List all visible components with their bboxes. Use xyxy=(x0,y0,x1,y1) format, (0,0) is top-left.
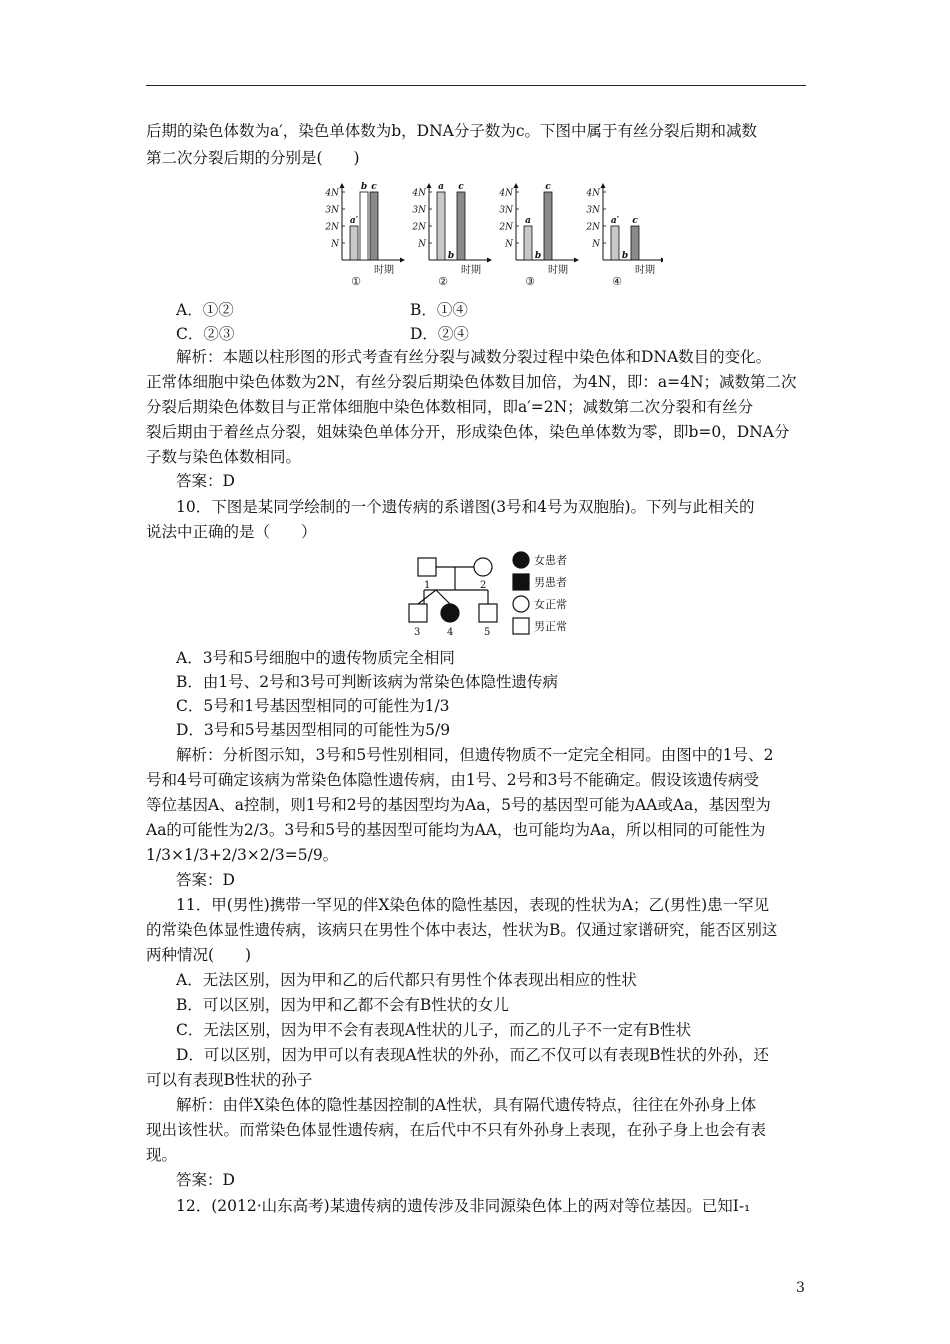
chart-y-arrow xyxy=(601,183,606,188)
q9-answer: 答案：D xyxy=(176,472,235,490)
q11-stem-line: 的常染色体显性遗传病，该病只在男性个体中表达，性状为B。仅通过家谱研究，能否区别这 xyxy=(146,921,778,939)
q9-option-a: A．①② xyxy=(176,301,234,319)
legend-male-affected-icon xyxy=(513,574,529,590)
chart-x-arrow xyxy=(661,258,663,263)
legend-label: 男患者 xyxy=(534,576,567,589)
q10-stem-line: 说法中正确的是（ ） xyxy=(146,523,317,541)
q11-analysis-line: 解析：由伴X染色体的隐性基因控制的A性状，具有隔代遗传特点，往往在外孙身上体 xyxy=(176,1096,757,1114)
q10-analysis-line: Aa的可能性为2/3。3号和5号的基因型可能均为AA，也可能均为Aa，所以相同的可能性为 xyxy=(146,821,766,839)
q11-option-d: D．可以区别，因为甲可以有表现A性状的外孙，而乙不仅可以有表现B性状的外孙，还 xyxy=(176,1046,770,1064)
q10-stem-line: 10．下图是某同学绘制的一个遗传病的系谱图(3号和4号为双胞胎)。下列与此相关的 xyxy=(176,498,755,516)
header-rule xyxy=(146,85,806,86)
pedigree-id-1: 1 xyxy=(424,580,431,591)
chart-bar xyxy=(360,192,368,260)
q9-stem-line: 后期的染色体数为a′，染色单体数为b，DNA分子数为c。下图中属于有丝分裂后期和减数 xyxy=(146,122,758,140)
q12-stem-line: 12．(2012·山东高考)某遗传病的遗传涉及非同源染色体上的两对等位基因。已知Ⅰ-₁ xyxy=(176,1197,751,1215)
legend-label: 男正常 xyxy=(534,620,567,633)
chart-bar-label: a xyxy=(525,216,531,226)
chart-bar xyxy=(370,192,378,260)
chart-bar-label: a xyxy=(438,182,444,192)
chart-y-tick-label: 3N xyxy=(412,205,426,216)
chart-y-tick-label: N xyxy=(505,239,513,250)
chart-x-label: 时期 xyxy=(374,265,394,276)
chart-bar-label: b xyxy=(621,251,629,261)
q9-analysis-line: 分裂后期染色体数目与正常体细胞中染色体数相同，即a′=2N；减数第二次分裂和有丝分 xyxy=(146,398,754,416)
legend-female-affected-icon xyxy=(513,552,529,568)
q10-option-d: D．3号和5号基因型相同的可能性为5/9 xyxy=(176,721,451,739)
chart-x-arrow xyxy=(400,258,405,263)
chart-y-tick-label: 4N xyxy=(499,188,513,199)
chart-bar-label: b xyxy=(360,182,368,192)
legend-female-normal-icon xyxy=(513,596,529,612)
chart-bar xyxy=(631,226,639,260)
chart-panel-number: ④ xyxy=(612,275,622,288)
q11-answer: 答案：D xyxy=(176,1171,235,1189)
q9-option-b: B．①④ xyxy=(410,301,468,319)
q11-option-c: C．无法区别，因为甲不会有表现A性状的儿子，而乙的儿子不一定有B性状 xyxy=(176,1021,691,1039)
chart-bar-label: c xyxy=(371,182,377,192)
chart-y-tick-label: 3N xyxy=(499,205,513,216)
q11-option-a: A．无法区别，因为甲和乙的后代都只有男性个体表现出相应的性状 xyxy=(176,971,637,989)
q10-option-a: A．3号和5号细胞中的遗传物质完全相同 xyxy=(176,649,455,667)
chart-y-tick-label: 3N xyxy=(586,205,600,216)
chart-bar xyxy=(457,192,465,260)
pedigree-female-affected xyxy=(441,604,459,622)
bar-charts-figure xyxy=(318,180,663,290)
q9-analysis-line: 裂后期由于着丝点分裂，姐妹染色单体分开，形成染色体，染色单体数为零，即b=0，DNA分 xyxy=(146,423,790,441)
pedigree-id-3: 3 xyxy=(414,627,421,638)
q11-option-b: B．可以区别，因为甲和乙都不会有B性状的女儿 xyxy=(176,996,509,1014)
q11-analysis-line: 现。 xyxy=(146,1146,178,1164)
chart-y-tick-label: 2N xyxy=(586,222,600,233)
chart-panel-number: ③ xyxy=(525,275,535,288)
chart-y-tick-label: 2N xyxy=(499,222,513,233)
legend-male-normal-icon xyxy=(513,618,529,634)
chart-y-tick-label: N xyxy=(418,239,426,250)
q9-option-c: C．②③ xyxy=(176,325,235,343)
q10-analysis-line: 号和4号可确定该病为常染色体隐性遗传病，由1号、2号和3号不能确定。假设该遗传病受 xyxy=(146,771,759,789)
q10-option-b: B．由1号、2号和3号可判断该病为常染色体隐性遗传病 xyxy=(176,673,558,691)
chart-bar-label: a′ xyxy=(610,216,620,226)
chart-panel-number: ② xyxy=(438,275,448,288)
chart-bar-label: c xyxy=(545,182,551,192)
pedigree-id-4: 4 xyxy=(447,627,454,638)
chart-y-tick-label: 4N xyxy=(325,188,339,199)
q10-option-c: C．5号和1号基因型相同的可能性为1/3 xyxy=(176,697,450,715)
legend-label: 女患者 xyxy=(534,554,567,567)
pedigree-diagram xyxy=(404,550,584,640)
chart-bar xyxy=(611,226,619,260)
q11-option-d-cont: 可以有表现B性状的孙子 xyxy=(146,1071,313,1089)
chart-x-arrow xyxy=(574,258,579,263)
q11-stem-line: 11．甲(男性)携带一罕见的伴X染色体的隐性基因，表现的性状为A；乙(男性)患一罕见 xyxy=(176,896,770,914)
chart-y-tick-label: N xyxy=(331,239,339,250)
chart-bar xyxy=(524,226,532,260)
q10-analysis-line: 1/3×1/3+2/3×2/3=5/9。 xyxy=(146,846,339,864)
chart-y-tick-label: 3N xyxy=(325,205,339,216)
pedigree-male-normal xyxy=(418,558,436,576)
chart-x-label: 时期 xyxy=(548,265,568,276)
chart-bar-label: b xyxy=(534,251,542,261)
q9-analysis-line: 正常体细胞中染色体数为2N，有丝分裂后期染色体数目加倍，为4N，即：a=4N；减数第二次 xyxy=(146,373,797,391)
chart-y-tick-label: 4N xyxy=(586,188,600,199)
chart-y-arrow xyxy=(427,183,432,188)
chart-y-tick-label: 2N xyxy=(412,222,426,233)
chart-y-arrow xyxy=(340,183,345,188)
chart-y-tick-label: N xyxy=(592,239,600,250)
pedigree-id-5: 5 xyxy=(484,627,491,638)
pedigree-male-normal xyxy=(479,604,497,622)
chart-panel-number: ① xyxy=(351,275,361,288)
pedigree-female-normal xyxy=(474,558,492,576)
chart-x-arrow xyxy=(487,258,492,263)
chart-x-label: 时期 xyxy=(635,265,655,276)
chart-y-tick-label: 4N xyxy=(412,188,426,199)
page-number: 3 xyxy=(796,1280,805,1296)
chart-bar-label: a′ xyxy=(349,216,359,226)
chart-bar xyxy=(350,226,358,260)
chart-bar-label: c xyxy=(458,182,464,192)
q9-stem-line: 第二次分裂后期的分别是( ) xyxy=(146,149,360,167)
pedigree-male-normal xyxy=(409,604,427,622)
legend-label: 女正常 xyxy=(534,598,567,611)
chart-y-tick-label: 2N xyxy=(325,222,339,233)
q10-analysis-line: 解析：分析图示知，3号和5号性别相同，但遗传物质不一定完全相同。由图中的1号、2 xyxy=(176,746,774,764)
chart-bar-label: b xyxy=(447,251,455,261)
q11-analysis-line: 现出该性状。而常染色体显性遗传病，在后代中不只有外孙身上表现，在孙子身上也会有表 xyxy=(146,1121,767,1139)
chart-bar-label: c xyxy=(632,216,638,226)
chart-bar xyxy=(437,192,445,260)
q10-answer: 答案：D xyxy=(176,871,235,889)
q9-analysis-line: 解析：本题以柱形图的形式考查有丝分裂与减数分裂过程中染色体和DNA数目的变化。 xyxy=(176,348,772,366)
q11-stem-line: 两种情况( ) xyxy=(146,946,252,964)
q9-analysis-line: 子数与染色体数相同。 xyxy=(146,448,302,466)
chart-y-arrow xyxy=(514,183,519,188)
q9-option-d: D．②④ xyxy=(410,325,469,343)
chart-bar xyxy=(544,192,552,260)
pedigree-id-2: 2 xyxy=(480,580,487,591)
q10-analysis-line: 等位基因A、a控制，则1号和2号的基因型均为Aa，5号的基因型可能为AA或Aa，基因型为 xyxy=(146,796,771,814)
chart-x-label: 时期 xyxy=(461,265,481,276)
